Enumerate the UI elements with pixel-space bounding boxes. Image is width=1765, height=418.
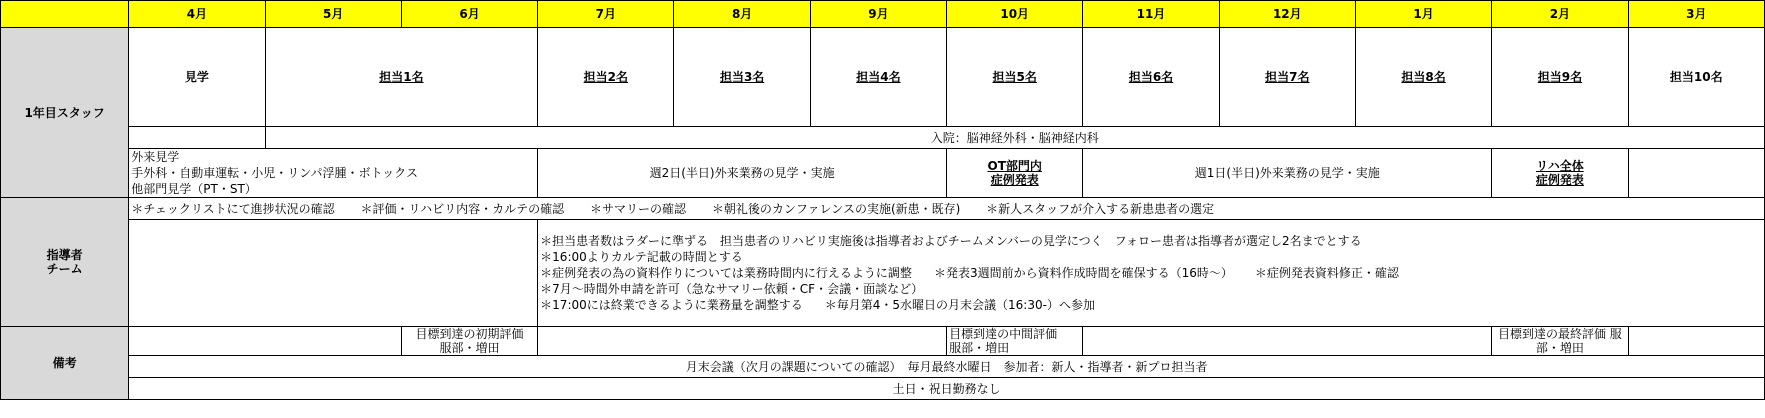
team-section-label [1, 198, 129, 327]
assignment-3: 担当3名 [674, 28, 810, 127]
guidance-item: ＊毎月第4・5水曜日の月末会議（16:30-）へ参加 [824, 298, 1095, 312]
eval-middle-line: 服部・増田 [949, 341, 1010, 355]
month-header-mar: 3月 [1628, 1, 1764, 28]
outpatient-mar-empty [1628, 149, 1764, 198]
staff-section-label: 1年目スタッフ [1, 28, 129, 198]
holiday-note: 土日・祝日勤務なし [129, 378, 1765, 400]
month-header-aug: 8月 [674, 1, 810, 28]
assignment-9: 担当9名 [1492, 28, 1628, 127]
eval-empty-mar [1628, 327, 1764, 356]
month-header-apr: 4月 [129, 1, 265, 28]
outpatient-line: 他部門見学（PT・ST） [131, 182, 257, 196]
assignment-7: 担当7名 [1219, 28, 1355, 127]
month-header-jul: 7月 [538, 1, 674, 28]
assignment-10: 担当10名 [1628, 28, 1764, 127]
outpatient-weekly1: 週1日(半日)外来業務の見学・実施 [1083, 149, 1492, 198]
assignment-6: 担当6名 [1083, 28, 1219, 127]
month-header-oct: 10月 [947, 1, 1083, 28]
month-header-jan: 1月 [1355, 1, 1491, 28]
team-checklist-row [1, 198, 1765, 220]
header-corner [1, 1, 129, 28]
outpatient-observation [129, 149, 538, 198]
remarks-eval-row [1, 327, 1765, 356]
guidance-line [540, 265, 1762, 281]
ot-case-line: 症例発表 [990, 173, 1039, 187]
eval-final-line: 目標到達の最終評価 服 [1497, 327, 1622, 341]
remarks-meeting-row [1, 356, 1765, 378]
assignment-8: 担当8名 [1355, 28, 1491, 127]
eval-empty-nov-jan [1083, 327, 1492, 356]
checklist-item: ＊チェックリストにて進捗状況の確認 [131, 201, 335, 216]
checklist-item: ＊新人スタッフが介入する新患患者の選定 [986, 201, 1215, 216]
team-guidance-row [1, 220, 1765, 327]
ot-case-line: OT部門内 [987, 159, 1042, 173]
month-header-row [1, 1, 1765, 28]
month-header-sep: 9月 [810, 1, 946, 28]
team-guidance-empty [129, 220, 538, 327]
outpatient-weekly2: 週2日(半日)外来業務の見学・実施 [538, 149, 947, 198]
guidance-line [540, 281, 1762, 297]
eval-empty-apr-may [129, 327, 402, 356]
team-label-line: チーム [46, 262, 83, 276]
guidance-item: ＊症例発表資料修正・確認 [1254, 266, 1399, 280]
eval-initial-line: 目標到達の初期評価 [415, 327, 524, 341]
team-label-line: 指導者 [46, 248, 83, 262]
reha-case-line: 症例発表 [1535, 173, 1584, 187]
staff-admission-row [1, 127, 1765, 149]
outpatient-line: 外来見学 [131, 150, 180, 164]
remarks-holiday-row [1, 378, 1765, 400]
guidance-item: ＊発表3週間前から資料作成時間を確保する（16時～） [933, 266, 1233, 280]
eval-initial-line: 服部・増田 [439, 341, 500, 355]
eval-initial [401, 327, 537, 356]
eval-final [1492, 327, 1628, 356]
month-header-jun: 6月 [401, 1, 537, 28]
month-header-dec: 12月 [1219, 1, 1355, 28]
eval-middle [947, 327, 1083, 356]
admission-text: 入院：脳神経外科・脳神経内科 [265, 127, 1764, 149]
checklist-item: ＊サマリーの確認 [590, 201, 687, 216]
checklist-item: ＊朝礼後のカンファレンスの実施(新患・既存) [711, 201, 961, 216]
eval-empty-jul-sep [538, 327, 947, 356]
outpatient-line: 手外科・自動車運転・小児・リンパ浮腫・ボトックス [131, 166, 418, 180]
guidance-item: ＊症例発表の為の資料作りについては業務時間内に行えるように調整 [540, 266, 912, 280]
guidance-line [540, 249, 1762, 265]
remarks-section-label: 備考 [1, 327, 129, 400]
guidance-item: ＊担当患者数はラダーに準ずる 担当患者のリハビリ実施後は指導者およびチームメンバーの見学につく フォロー患者は指導者が選定し2名までとする [540, 234, 1362, 248]
ot-case-presentation [947, 149, 1083, 198]
eval-middle-line: 目標到達の中間評価 [949, 327, 1058, 341]
guidance-item: ＊17:00には終業できるように業務量を調整する [540, 298, 803, 312]
eval-final-line: 部・増田 [1535, 341, 1584, 355]
staff-outpatient-row [1, 149, 1765, 198]
admission-empty-cell [129, 127, 265, 149]
team-checklist [129, 198, 1765, 220]
guidance-item: ＊7月～時間外申請を許可（急なサマリー依頼・CF・会議・面談など） [540, 282, 924, 296]
guidance-line [540, 233, 1762, 249]
assignment-4: 担当4名 [810, 28, 946, 127]
monthly-meeting: 月末会議（次月の課題についての確認） 毎月最終水曜日 参加者：新人・指導者・新プロ担当者 [129, 356, 1765, 378]
month-header-feb: 2月 [1492, 1, 1628, 28]
month-header-may: 5月 [265, 1, 401, 28]
month-header-nov: 11月 [1083, 1, 1219, 28]
reha-case-line: リハ全体 [1536, 159, 1584, 173]
assignment-2: 担当2名 [538, 28, 674, 127]
staff-assignment-row [1, 28, 1765, 127]
assignment-1: 担当1名 [265, 28, 538, 127]
team-guidance [538, 220, 1765, 327]
assignment-observation: 見学 [129, 28, 265, 127]
assignment-5: 担当5名 [947, 28, 1083, 127]
guidance-line [540, 297, 1762, 313]
reha-case-presentation [1492, 149, 1628, 198]
checklist-item: ＊評価・リハビリ内容・カルテの確認 [360, 201, 565, 216]
guidance-item: ＊16:00よりカルテ記載の時間とする [540, 250, 743, 264]
